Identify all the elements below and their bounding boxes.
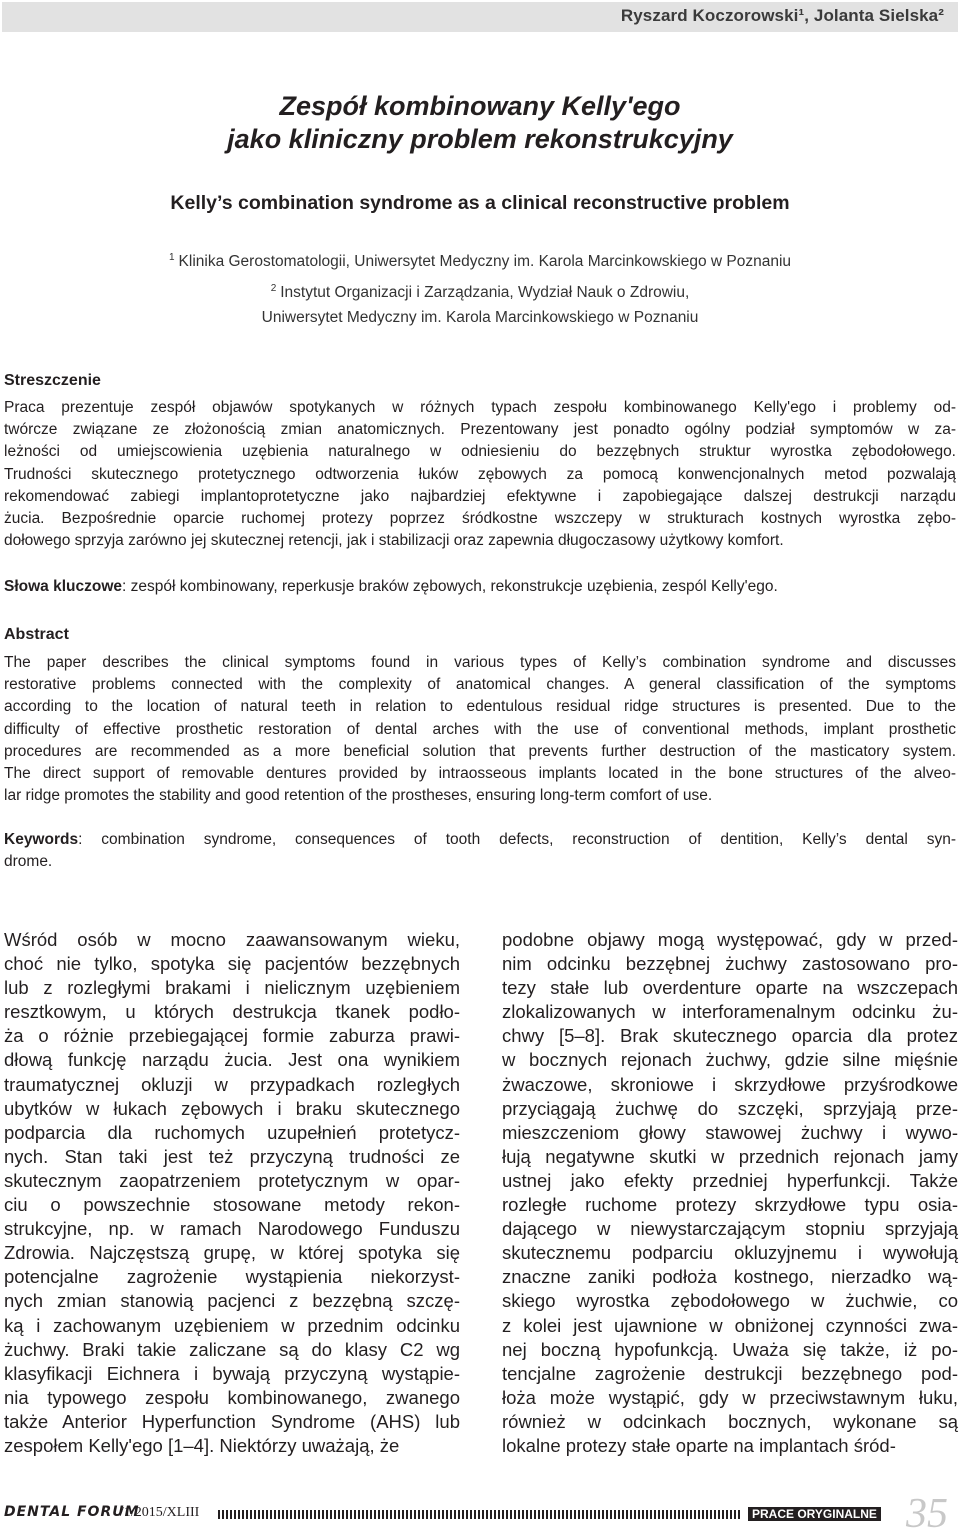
affiliation-1-text: Klinika Gerostomatologii, Uniwersytet Medyczny im. Karola Marcinkowskiego w Poznaniu <box>178 253 792 270</box>
body-left-line: także Anterior Hyperfunction Syndrome (AHS) lub <box>4 1410 460 1432</box>
body-right-line: tencjalne zagrożenie destrukcji bezzębnego pod- <box>502 1362 958 1384</box>
body-left-line: resztkowym, u których destrukcja tkanek podło- <box>4 1001 460 1023</box>
body-right-line: ustnej jako efekty przedniej hyperfunkcji. Także <box>502 1169 958 1191</box>
streszczenie-line: Praca prezentuje zespół objawów spotykanych w różnych typach zespołu kombinowanego Kelly'ego i problemy od- <box>4 399 956 416</box>
body-right-line: łoża może wystąpić, gdy w przeciwstawnym łuku, <box>502 1386 958 1408</box>
body-left-line: zespołem Kelly'ego [1–4]. Niektórzy uważają, że <box>4 1434 400 1456</box>
body-column-left <box>4 928 460 1458</box>
body-left-line: Wśród osób w mocno zaawansowanym wieku, <box>4 929 460 950</box>
body-column-right <box>502 928 958 1458</box>
streszczenie-line: Trudności skutecznego protetycznego odtworzenia łuków zębowych za pomocą konwencjonalnych metod pozwalają <box>4 465 956 483</box>
body-left-line: podparcia dla ruchomych uzupełnień protetycz- <box>4 1121 460 1143</box>
body-right-line: skiego wyrostka zębodołowego w żuchwie, co <box>502 1290 958 1312</box>
slowa-kluczowe-text: : zespół kombinowany, reperkusje braków zębowych, rekonstrukcje uzębienia, zespól Kelly'ego. <box>122 578 778 595</box>
affiliation-2 <box>0 276 960 330</box>
title-line-1: Zespół kombinowany Kelly'ego <box>279 91 681 121</box>
body-right-line: nim odcinku bezzębnej żuchwy zastosowano pro- <box>502 953 958 975</box>
footer-stripes <box>218 1510 740 1519</box>
body-left-line: żuchwy. Braki takie zaliczane są do klasy C2 wg <box>4 1338 460 1360</box>
section-label: PRACE ORYGINALNE <box>748 1507 881 1521</box>
running-header <box>2 2 958 32</box>
journal-logo: DENTAL FORUM <box>4 1504 140 1520</box>
page-footer <box>0 1491 960 1537</box>
body-right-line: znaczne zaniki podłoża kostnego, nierzadko wą- <box>502 1266 958 1288</box>
streszczenie-heading: Streszczenie <box>4 372 101 389</box>
body-right-line: chwy [5–8]. Brak skutecznego oparcia dla protez <box>502 1025 958 1047</box>
streszczenie-line: dołowego sprzyja zarówno jej skutecznej retencji, jak i stabilizacji oraz zapewnia długoczasowy użytkowy komfort. <box>4 532 784 550</box>
abstract-line: The paper describes the clinical symptoms found in various types of Kelly’s combination syndrome and discusses <box>4 654 956 671</box>
body-left-line: Zdrowia. Najczęstszą grupę, w której spotyka się <box>4 1242 460 1264</box>
keywords-line-1: : combination syndrome, consequences of tooth defects, reconstruction of dentition, Kelly’s dental syn- <box>78 831 956 848</box>
abstract-line: lar ridge promotes the stability and good retention of the prostheses, ensuring long-term comfort of use. <box>4 787 713 805</box>
affiliation-2-line-1: Instytut Organizacji i Zarządzania, Wydział Nauk o Zdrowiu, <box>280 284 690 301</box>
body-left-line: nia typowego zespołu kombinowanego, zwanego <box>4 1386 460 1408</box>
affiliation-2-line-2: Uniwersytet Medyczny im. Karola Marcinkowskiego w Poznaniu <box>261 309 699 326</box>
body-right-line: w bocznych rejonach żuchwy, gdzie silne mięśnie <box>502 1049 958 1071</box>
body-left-line: choć nie tylko, spotyka się pacjentów bezzębnych <box>4 953 460 975</box>
body-left-line: potencjalne zagrożenie wystąpienia niekorzyst- <box>4 1266 460 1288</box>
streszczenie-line: rekomendować zabiegi implantoprotetyczne jako najbardziej efektywne i zapobiegające dalszej destrukcji narządu <box>4 487 956 505</box>
body-left-line: ubytków w łukach zębowych i braku skutecznego <box>4 1097 460 1119</box>
body-right-line: łują negatywne skutki w przednich rejonach jamy <box>502 1145 958 1167</box>
keywords-line-2: drome. <box>4 853 53 871</box>
streszczenie-line: żucia. Bezpośrednie oparcie ruchomej protezy poprzez śródkostne wszczepy w strukturach kostnych wyrostka zębo- <box>4 510 956 528</box>
issue-label: /1/2015/XLIII <box>120 1505 200 1520</box>
keywords-label: Keywords <box>4 831 79 848</box>
body-left-line: traumatycznej okluzji w przypadkach rozległych <box>4 1073 460 1095</box>
abstract-body <box>4 652 956 807</box>
body-right-line: tezy stałe lub overdenture oparte na wszczepach <box>502 977 958 999</box>
body-right-line: dającego w niewystarczającym stopniu sprzyjają <box>502 1218 958 1240</box>
body-right-line: podobne objawy mogą występować, gdy w przed- <box>502 929 958 950</box>
slowa-kluczowe <box>4 576 956 598</box>
body-left-line: ciu o powszechnie stosowane metody rekon- <box>4 1194 460 1216</box>
body-right-line: skutecznemu podparciu okluzyjnemu i wywołują <box>502 1242 958 1264</box>
abstract-line: according to the location of natural teeth in relation to edentulous residual ridge structures is presented. Due to the <box>4 698 956 716</box>
keywords <box>4 829 956 873</box>
body-right-line: mieszczeniom głowy stawowej żuchwy i wywo- <box>502 1121 958 1143</box>
body-left-line: ża o różnie przebiegającej formie zaburza prawi- <box>4 1025 460 1047</box>
body-right-line: rozległe ruchome protezy skrzydłowe typu osia- <box>502 1194 958 1216</box>
article-title <box>0 90 960 156</box>
abstract-heading: Abstract <box>4 626 69 643</box>
body-right-line: lokalne protezy stałe oparte na implantach śród- <box>502 1434 896 1456</box>
abstract-line: difficulty of effective prosthetic restoration of dental arches with the use of conventional methods, implant prosthetic <box>4 720 956 738</box>
abstract-line: restorative problems connected with the complexity of anatomical changes. A general classification of the symptoms <box>4 676 956 694</box>
body-left-line: skutecznym zaopatrzeniem protetycznym w opar- <box>4 1169 460 1191</box>
abstract-line: The direct support of removable dentures provided by intraosseous implants located in the bone structures of the alveo- <box>4 765 956 783</box>
title-line-2: jako kliniczny problem rekonstrukcyjny <box>227 124 733 154</box>
body-left-line: strukcyjne, np. w ramach Narodowego Funduszu <box>4 1218 460 1240</box>
streszczenie-body <box>4 397 956 552</box>
body-right-line: z kolei jest ujawnione w obniżonej czynności zwa- <box>502 1314 958 1336</box>
streszczenie-line: twórcze związane ze złożonością zmian anatomicznych. Prezentowany jest ponadto ogólny podział symptomów w za- <box>4 421 956 439</box>
affiliation-1 <box>0 245 960 274</box>
abstract-line: procedures are recommended as a more beneficial solution that prevents further destruction of the masticatory system. <box>4 742 956 760</box>
body-right-line: żwaczowe, skroniowe i skrzydłowe przyśrodkowe <box>502 1073 958 1095</box>
body-left-line: nych. Stan taki jest też przyczyną trudności ze <box>4 1145 460 1167</box>
body-left-line: lub z rozległymi brakami i nielicznym uzębieniem <box>4 977 460 999</box>
body-right-line: również w odcinkach bocznych, wykonane są <box>502 1410 958 1432</box>
affiliation-1-mark: 1 <box>168 252 175 263</box>
english-title: Kelly’s combination syndrome as a clinical reconstructive problem <box>170 192 790 214</box>
affiliation-2-mark: 2 <box>270 283 277 294</box>
header-authors: Ryszard Koczorowski¹, Jolanta Sielska² <box>620 6 944 25</box>
body-right-line: zlokalizowanych w interforamenalnym odcinku żu- <box>502 1001 958 1023</box>
slowa-kluczowe-label: Słowa kluczowe <box>4 578 123 595</box>
body-left-line: klasyfikacji Eichnera i bywają przyczyną wystąpie- <box>4 1362 460 1384</box>
page-number: 35 <box>906 1491 948 1537</box>
body-right-line: nej boczną hypofunkcją. Uważa się także, iż po- <box>502 1338 958 1360</box>
body-left-line: dłową funkcję narządu żucia. Jest ona wynikiem <box>4 1049 460 1071</box>
streszczenie-line: leżności od umiejscowienia uzębienia naturalnego w odniesieniu do bezzębnych struktur wyrostka zębodołowego. <box>4 443 956 461</box>
body-left-line: nych zmian stanowią pacjenci z bezzębną szczę- <box>4 1290 460 1312</box>
body-left-line: ką i zachowanym uzębieniem w przednim odcinku <box>4 1314 460 1336</box>
body-right-line: przyciągają żuchwę do szczęki, sprzyjają prze- <box>502 1097 958 1119</box>
